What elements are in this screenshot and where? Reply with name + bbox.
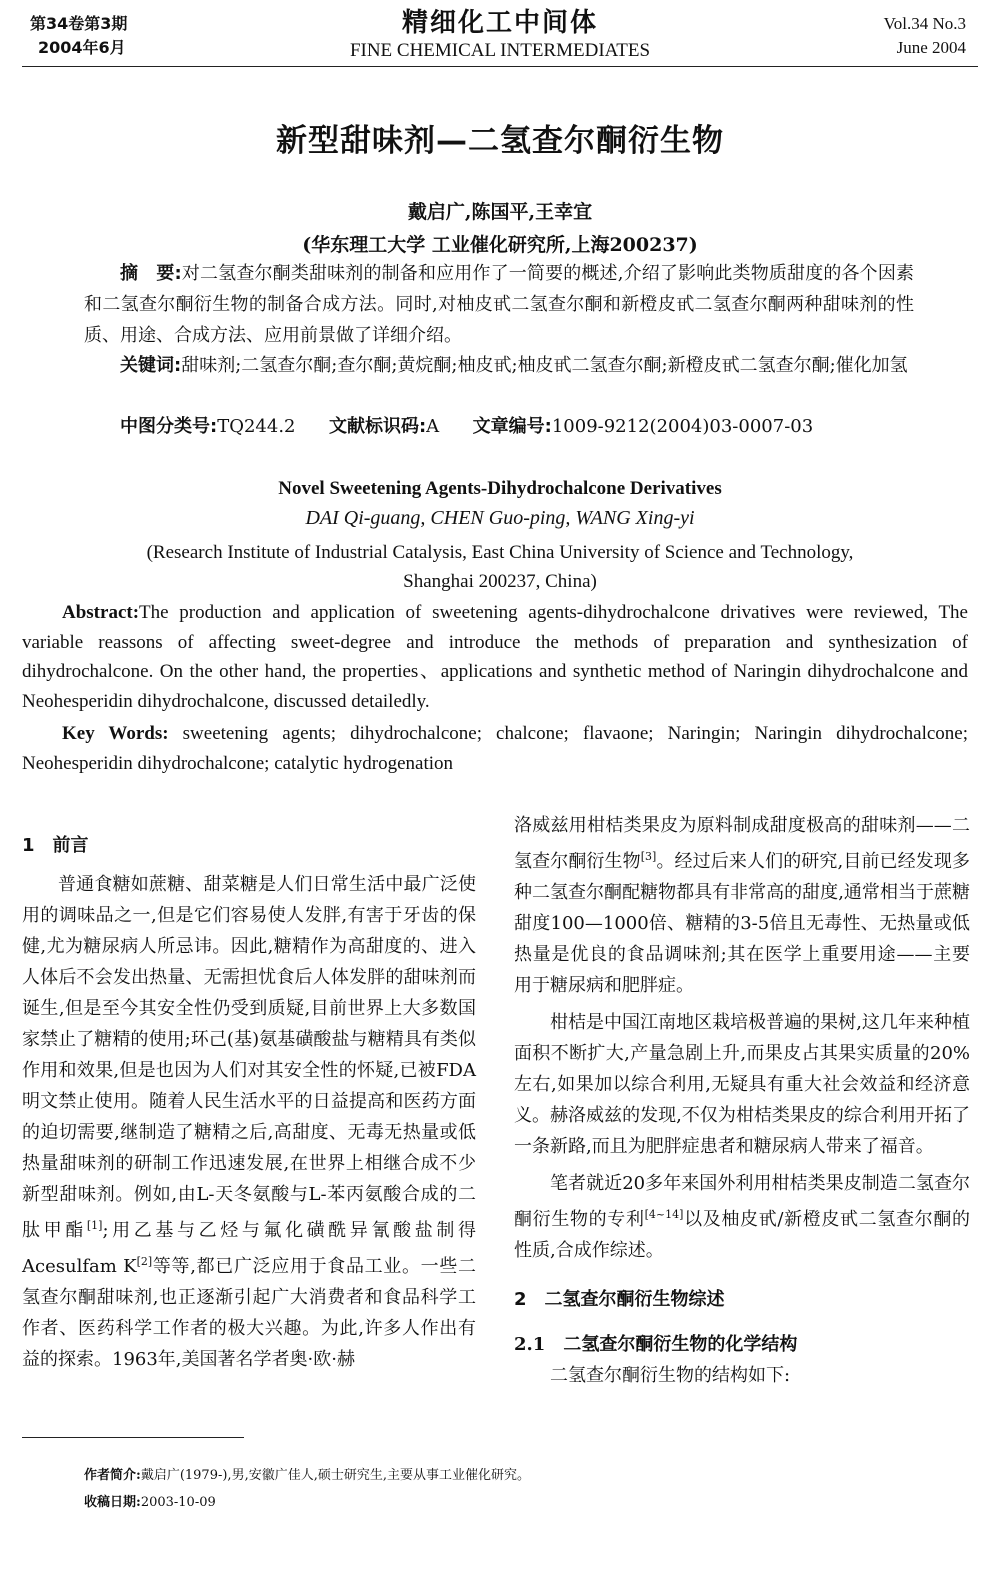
doc-code-value: A	[426, 416, 440, 437]
abstract-en-label: Abstract:	[62, 602, 140, 623]
ref-2: [2]	[136, 1255, 153, 1268]
intro-paragraph	[22, 869, 476, 1375]
section-2-1-text: 二氢查尔酮衍生物的结构如下:	[550, 1365, 791, 1386]
affiliation-cn: (华东理工大学 工业催化研究所,上海200237)	[302, 234, 698, 256]
abstract-cn-label: 摘 要:	[120, 263, 182, 284]
article-title-cn: 新型甜味剂—二氢查尔酮衍生物	[276, 123, 724, 159]
abstract-en	[22, 598, 968, 716]
ref-4-14: [4~14]	[644, 1208, 684, 1221]
keywords-en-label: Key Words:	[62, 723, 169, 744]
keywords-cn-text: 甜味剂;二氢查尔酮;查尔酮;黄烷酮;柚皮甙;柚皮甙二氢查尔酮;新橙皮甙二氢查尔酮;催化加氢	[181, 355, 908, 376]
classification-line	[120, 412, 813, 438]
ref-1: [1]	[86, 1219, 103, 1232]
author-bio	[84, 1464, 530, 1483]
article-no-label: 文章编号:	[472, 416, 552, 437]
volume-cn: 第34卷第3期	[30, 14, 128, 33]
abstract-cn-text: 对二氢查尔酮类甜味剂的制备和应用作了一简要的概述,介绍了影响此类物质甜度的各个因素和二氢查尔酮衍生物的制备合成方法。同时,对柚皮甙二氢查尔酮和新橙皮甙二氢查尔酮两种甜味剂的性质、用途、合成方法、应用前景做了详细介绍。	[84, 263, 915, 346]
affiliation-en-line1: (Research Institute of Industrial Catalysis, East China University of Science and Technology,	[146, 542, 854, 563]
intro-text-a: 普通食糖如蔗糖、甜菜糖是人们日常生活中最广泛使用的调味品之一,但是它们容易使人发胖,有害于牙齿的保健,尤为糖尿病人所忌讳。因此,糖精作为高甜度的、进入人体后不会发出热量、无需担忧食后人体发胖的甜味剂而诞生,但是至今其安全性仍受到质疑,目前世界上大多数国家禁止了糖精的使用;环己(基)氨基磺酸盐与糖精具有类似作用和效果,但是也因为人们对其安全性的怀疑,已被FDA明文禁止使用。随着人民生活水平的日益提高和医药方面的迫切需要,继制造了糖精之后,高甜度、无毒无热量或低热量甜味剂的研制工作迅速发展,在世界上相继合成不少新型甜味剂。例如,由L-天冬氨酸与L-苯丙氨酸合成的二肽甲酯	[22, 874, 476, 1241]
right-paragraph-2: 柑桔是中国江南地区栽培极普遍的果树,这几年来种植面积不断扩大,产量急剧上升,而果皮占其果实质量的20%左右,如果加以综合利用,无疑具有重大社会效益和经济意义。赫洛威兹的发现,不仅为柑桔类果皮的综合利用开拓了一条新路,而且为肥胖症患者和糖尿病人带来了福音。	[514, 1012, 970, 1157]
affiliation-en	[0, 538, 1000, 596]
right-p1-text-a: 洛威兹用柑桔类果皮为原料制成甜度极高的甜味剂——二氢查尔酮衍生物	[514, 815, 970, 872]
keywords-en-text: sweetening agents; dihydrochalcone; chalcone; flavaone; Naringin; Naringin dihydrochalcone; Neohesperidin dihydrochalcone; catalytic hydrogenation	[22, 723, 968, 774]
footnote-divider	[22, 1437, 244, 1438]
section-2-1-heading: 2.1 二氢查尔酮衍生物的化学结构	[514, 1334, 798, 1355]
journal-name	[0, 6, 1000, 62]
volume-en: Vol.34 No.3	[883, 14, 966, 33]
right-p3-text-a: 笔者就近20多年来国外利用柑桔类果皮制造二氢查尔酮衍生物的专利	[514, 1173, 970, 1230]
date-cn: 2004年6月	[38, 38, 126, 57]
keywords-en	[22, 719, 968, 778]
received-date	[84, 1491, 216, 1510]
intro-text-c: 等等,都已广泛应用于食品工业。一些二氢查尔酮甜味剂,也正逐渐引起广大消费者和食品科学工作者、医药科学工作者的极大兴趣。为此,许多人作出有益的探索。1963年,美国著名学者奥·欧·赫	[22, 1256, 476, 1370]
ref-3: [3]	[640, 850, 657, 863]
author-bio-label: 作者简介:	[84, 1468, 141, 1483]
author-bio-text: 戴启广(1979-),男,安徽广佳人,硕士研究生,主要从事工业催化研究。	[140, 1468, 530, 1483]
body-left-column	[22, 830, 476, 1375]
authors-cn: 戴启广,陈国平,王幸宜	[407, 201, 593, 223]
right-p3-text-b: 以及柚皮甙/新橙皮甙二氢查尔酮的性质,合成作综述。	[514, 1209, 970, 1261]
clc-value: TQ244.2	[217, 416, 296, 437]
issue-info-en	[884, 12, 966, 60]
clc-label: 中图分类号:	[120, 416, 218, 437]
abstract-cn	[84, 258, 914, 351]
section-1-heading: 1 前言	[22, 835, 89, 856]
keywords-cn	[84, 350, 914, 381]
article-title-en: Novel Sweetening Agents-Dihydrochalcone Derivatives	[278, 478, 722, 499]
date-en: June 2004	[896, 38, 966, 57]
received-value: 2003-10-09	[140, 1495, 216, 1510]
authors-en: DAI Qi-guang, CHEN Guo-ping, WANG Xing-yi	[305, 507, 695, 529]
header-divider	[22, 66, 978, 67]
received-label: 收稿日期:	[84, 1495, 141, 1510]
right-p1-text-b: 。经过后来人们的研究,目前已经发现多种二氢查尔酮配糖物都具有非常高的甜度,通常相当于蔗糖甜度100—1000倍、糖精的3-5倍且无毒性、无热量或低热量是优良的食品调味剂;其在医学上重要用途——主要用于糖尿病和肥胖症。	[514, 851, 970, 996]
affiliation-en-line2: Shanghai 200237, China)	[403, 571, 597, 592]
keywords-cn-label: 关键词:	[120, 355, 182, 376]
right-paragraph-3	[514, 1168, 970, 1266]
section-2-heading: 2 二氢查尔酮衍生物综述	[514, 1289, 725, 1310]
body-right-column	[514, 810, 970, 1391]
journal-name-cn: 精细化工中间体	[401, 8, 598, 38]
abstract-en-text: The production and application of sweetening agents-dihydrochalcone drivatives were reviewed, The variable reassons of affecting sweet-degree and introduce the methods of preparation and synthesization of dihydrochalcone. On the other hand, the properties、applications and synthetic method of Naringin dihydrochalcone and Neohesperidin dihydrochalcone, discussed detailedly.	[22, 602, 968, 712]
journal-name-en: FINE CHEMICAL INTERMEDIATES	[349, 40, 651, 61]
right-paragraph-1	[514, 810, 970, 1001]
doc-code-label: 文献标识码:	[328, 416, 427, 437]
intro-text-b: ;用乙基与乙烃与氟化磺酰异氰酸盐制得Acesulfam K	[22, 1220, 476, 1277]
article-no-value: 1009-9212(2004)03-0007-03	[551, 416, 814, 437]
